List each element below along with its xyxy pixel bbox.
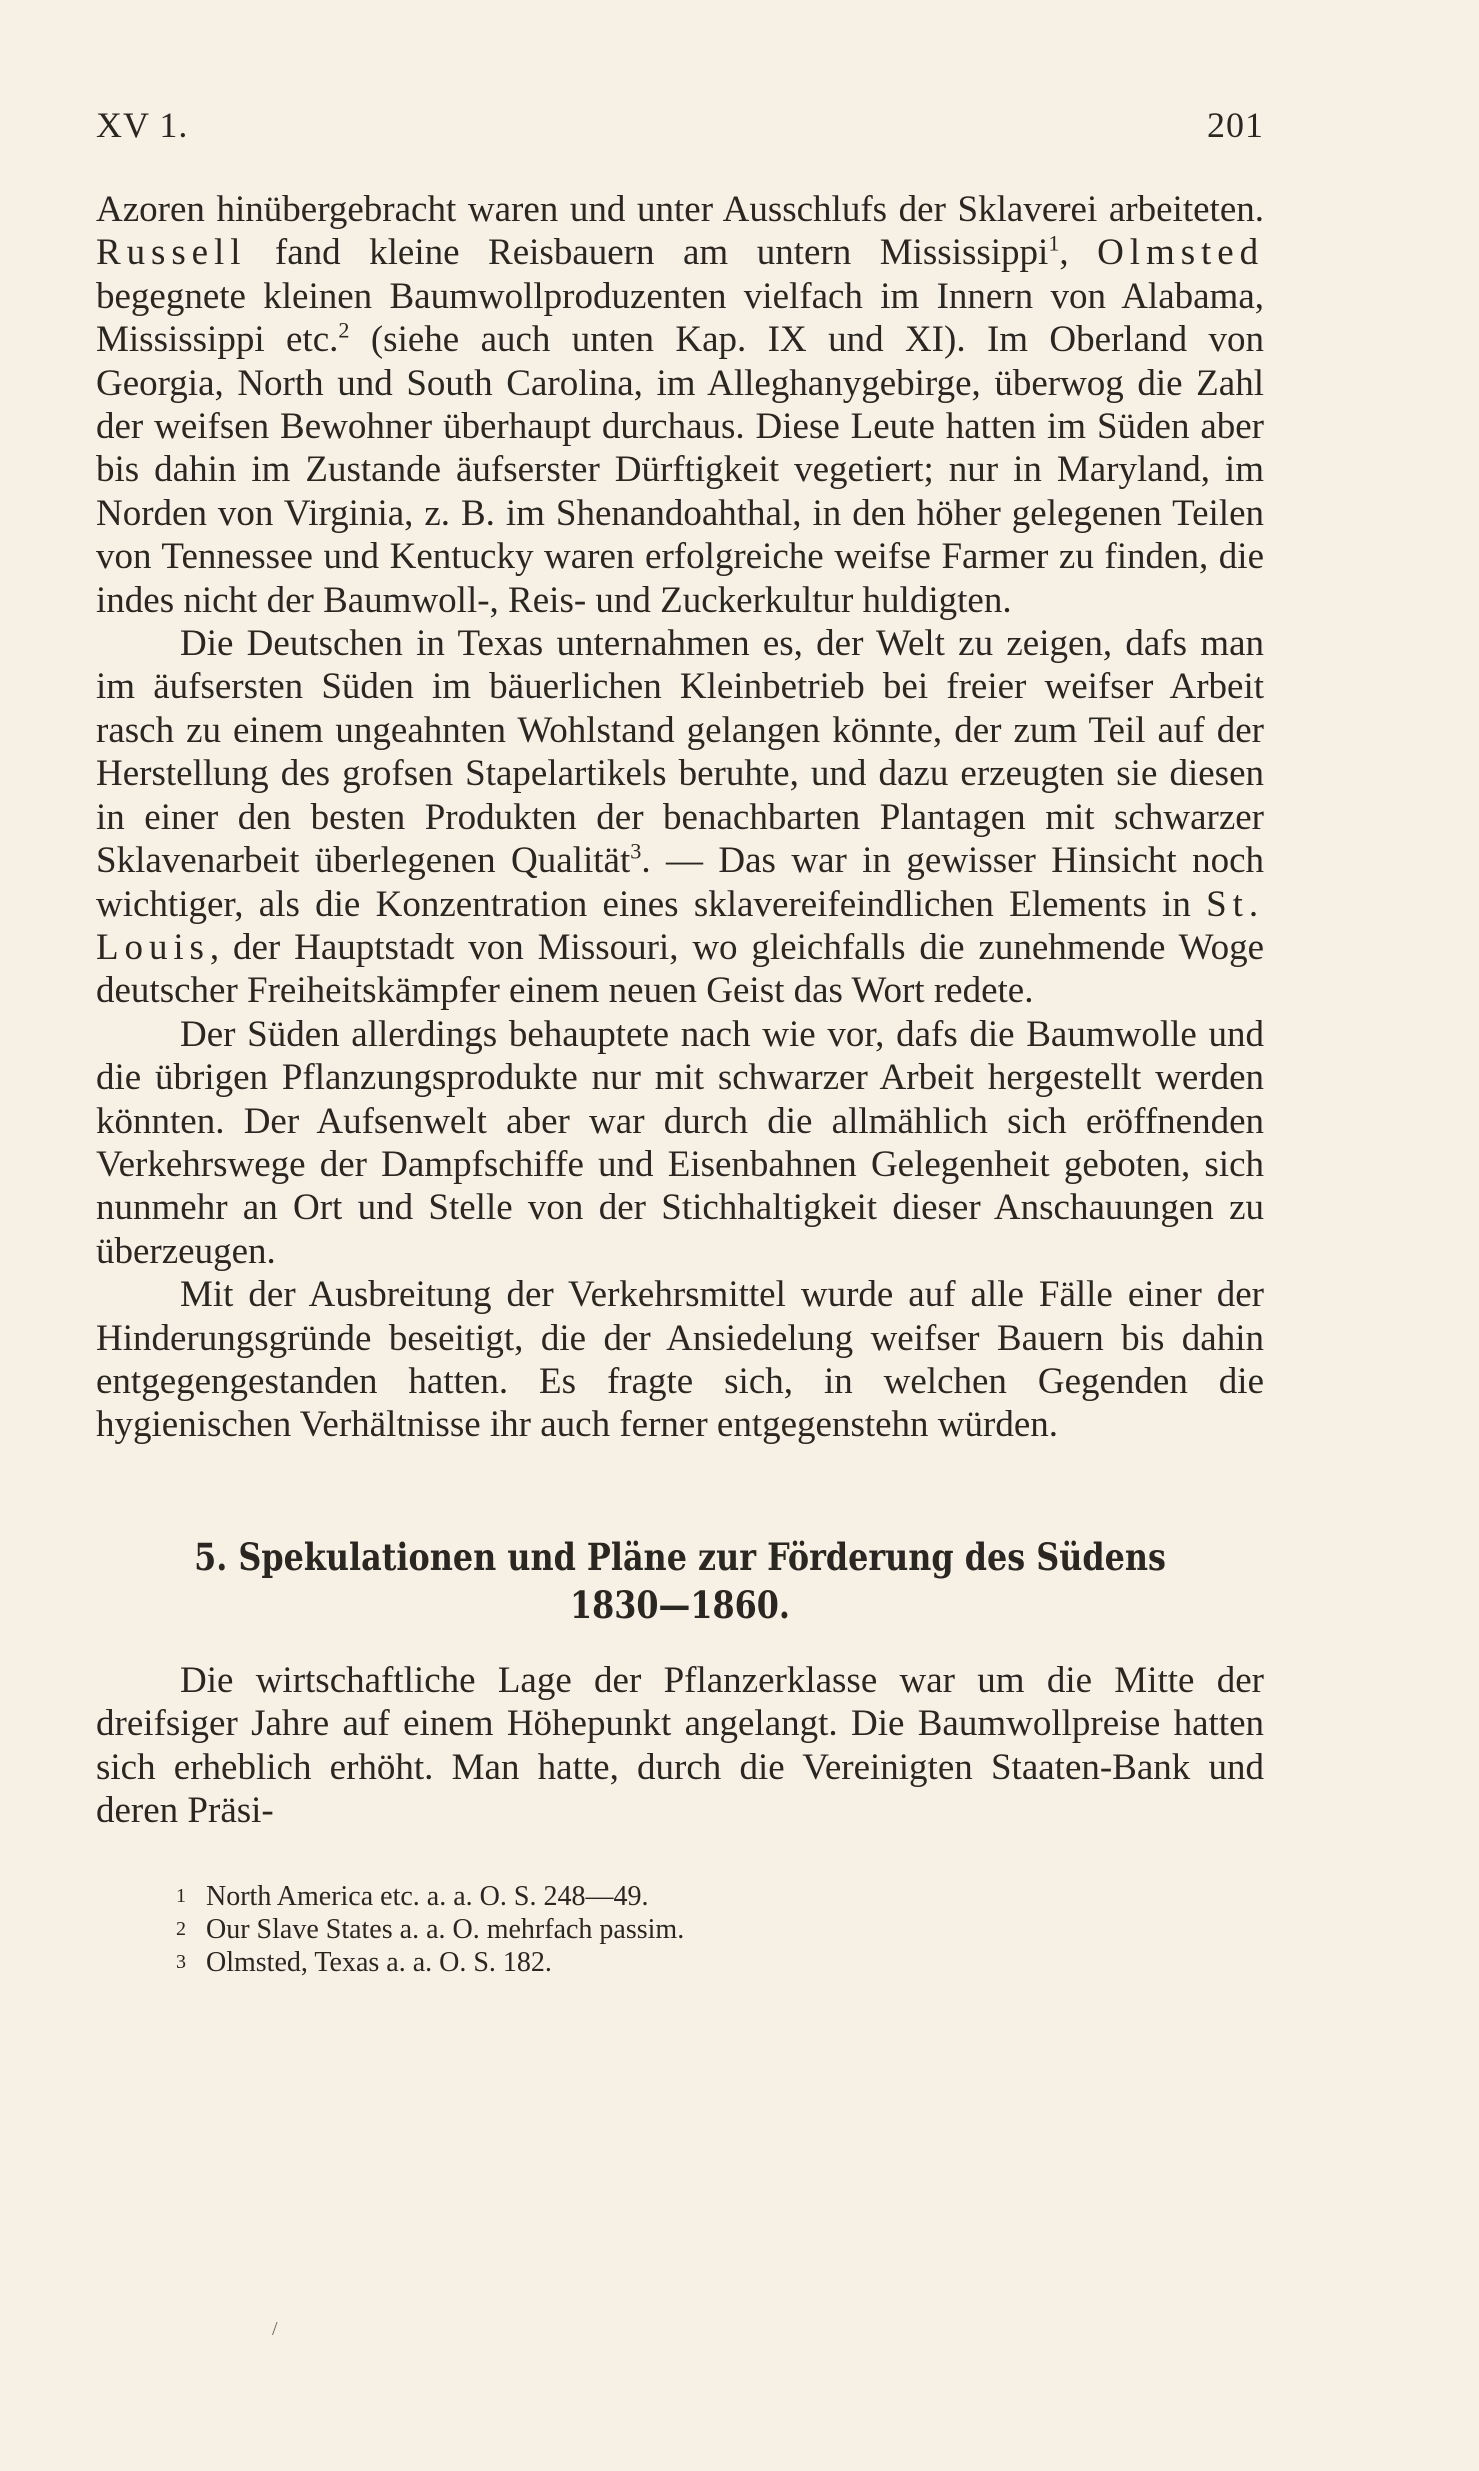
text-run: , xyxy=(1059,232,1098,274)
paragraph xyxy=(96,188,1264,622)
footnote-text: Our Slave States a. a. O. mehrfach passim. xyxy=(206,1914,685,1946)
text-run: Azoren hinübergebracht waren und unter Ausschlufs der Sklaverei arbeiteten. xyxy=(96,189,1264,230)
section-years: 1830—1860. xyxy=(569,1582,791,1627)
paragraph xyxy=(96,1273,1264,1447)
footnote-ref: 1 xyxy=(1048,231,1060,257)
book-page xyxy=(96,104,1264,1979)
section-title: 5. Spekulationen und Pläne zur Förderung des Südens xyxy=(194,1534,1166,1579)
footnote-text: North America etc. a. a. O. S. 248—49. xyxy=(206,1881,649,1913)
section-text xyxy=(96,1659,1264,1833)
main-text xyxy=(96,188,1264,1447)
section-heading xyxy=(178,1533,1182,1629)
text-run: Die wirtschaftliche Lage der Pflanzerklasse war um die Mitte der dreifsiger Jahre auf einem Höhepunkt angelangt. Die Baumwollpreise hatten sich erheblich erhöht. Man hatte, durch die Vereinigten Staaten-Bank und deren Präsi- xyxy=(96,1659,1264,1831)
footnote-number: 3 xyxy=(176,1951,186,1974)
paragraph xyxy=(96,1013,1264,1273)
text-run: begegnete kleinen Baumwollproduzenten vielfach im Innern von Alabama, Mississippi etc. xyxy=(96,275,1264,361)
footnote xyxy=(176,1913,1264,1946)
text-run: , der Hauptstadt von Missouri, wo gleichfalls die zunehmende Woge deutscher Freiheitskämpfer einem neuen Geist das Wort redete. xyxy=(96,926,1264,1012)
text-run: fand kleine Reisbauern am untern Mississippi xyxy=(246,232,1049,274)
text-run: Mit der Ausbreitung der Verkehrsmittel wurde auf alle Fälle einer der Hinderungsgründe beseitigt, die der Ansiedelung weifser Bauern bis dahin entgegengestanden hatten. Es fragte sich, in welchen Gegenden die hygienischen Verhältnisse ihr auch ferner entgegenstehn würden. xyxy=(96,1274,1264,1446)
footnote-ref: 3 xyxy=(630,838,642,864)
text-run: Die Deutschen in Texas unternahmen es, der Welt zu zeigen, dafs man im äufsersten Süden im bäuerlichen Kleinbetrieb bei freier weifser Arbeit rasch zu einem ungeahnten Wohlstand gelangen könnte, der zum Teil auf der Herstellung des grofsen Stapelartikels beruhte, und dazu erzeugten sie diesen in einer den besten Produkten der benachbarten Plantagen mit schwarzer Sklavenarbeit überlegenen Qualität xyxy=(96,623,1264,882)
spaced-name: St. Louis xyxy=(96,883,1264,968)
footnote-number: 2 xyxy=(176,1918,186,1941)
running-head xyxy=(96,104,1264,146)
footnote-text: Olmsted, Texas a. a. O. S. 182. xyxy=(206,1947,552,1979)
footnote-number: 1 xyxy=(176,1885,186,1908)
spaced-name: Olmsted xyxy=(1097,232,1264,274)
spaced-name: Russell xyxy=(96,232,247,274)
page-number: 201 xyxy=(1207,105,1264,145)
text-run: Der Süden allerdings behauptete nach wie vor, dafs die Baumwolle und die übrigen Pflanzungsprodukte nur mit schwarzer Arbeit hergestellt werden könnten. Der Aufsenwelt aber war durch die allmählich sich eröffnenden Verkehrswege der Dampfschiffe und Eisenbahnen Gelegenheit geboten, sich nunmehr an Ort und Stelle von der Stichhaltigkeit dieser Anschauungen zu überzeugen. xyxy=(96,1013,1264,1272)
text-run: (siehe auch unten Kap. IX und XI). Im Oberland von Georgia, North und South Carolina, im Alleghanygebirge, überwog die Zahl der weifsen Bewohner überhaupt durchaus. Diese Leute hatten im Süden aber bis dahin im Zustande äufserster Dürftigkeit vegetiert; nur in Maryland, im Norden von Virginia, z. B. im Shenandoahthal, in den höher gelegenen Teilen von Tennessee und Kentucky waren erfolgreiche weifse Farmer zu finden, die indes nicht der Baumwoll-, Reis- und Zuckerkultur huldigten. xyxy=(96,319,1264,621)
footnotes xyxy=(176,1880,1264,1979)
paragraph xyxy=(96,1659,1264,1833)
footnote-ref: 2 xyxy=(338,317,350,343)
footnote xyxy=(176,1946,1264,1979)
text-run: . — Das war in gewisser Hinsicht noch wichtiger, als die Konzentration eines sklavereifeindlichen Elements in xyxy=(96,840,1264,925)
paragraph xyxy=(96,622,1264,1013)
stray-pencil-mark: / xyxy=(272,2318,278,2340)
signature-mark: XV 1. xyxy=(96,105,189,145)
footnote xyxy=(176,1880,1264,1913)
